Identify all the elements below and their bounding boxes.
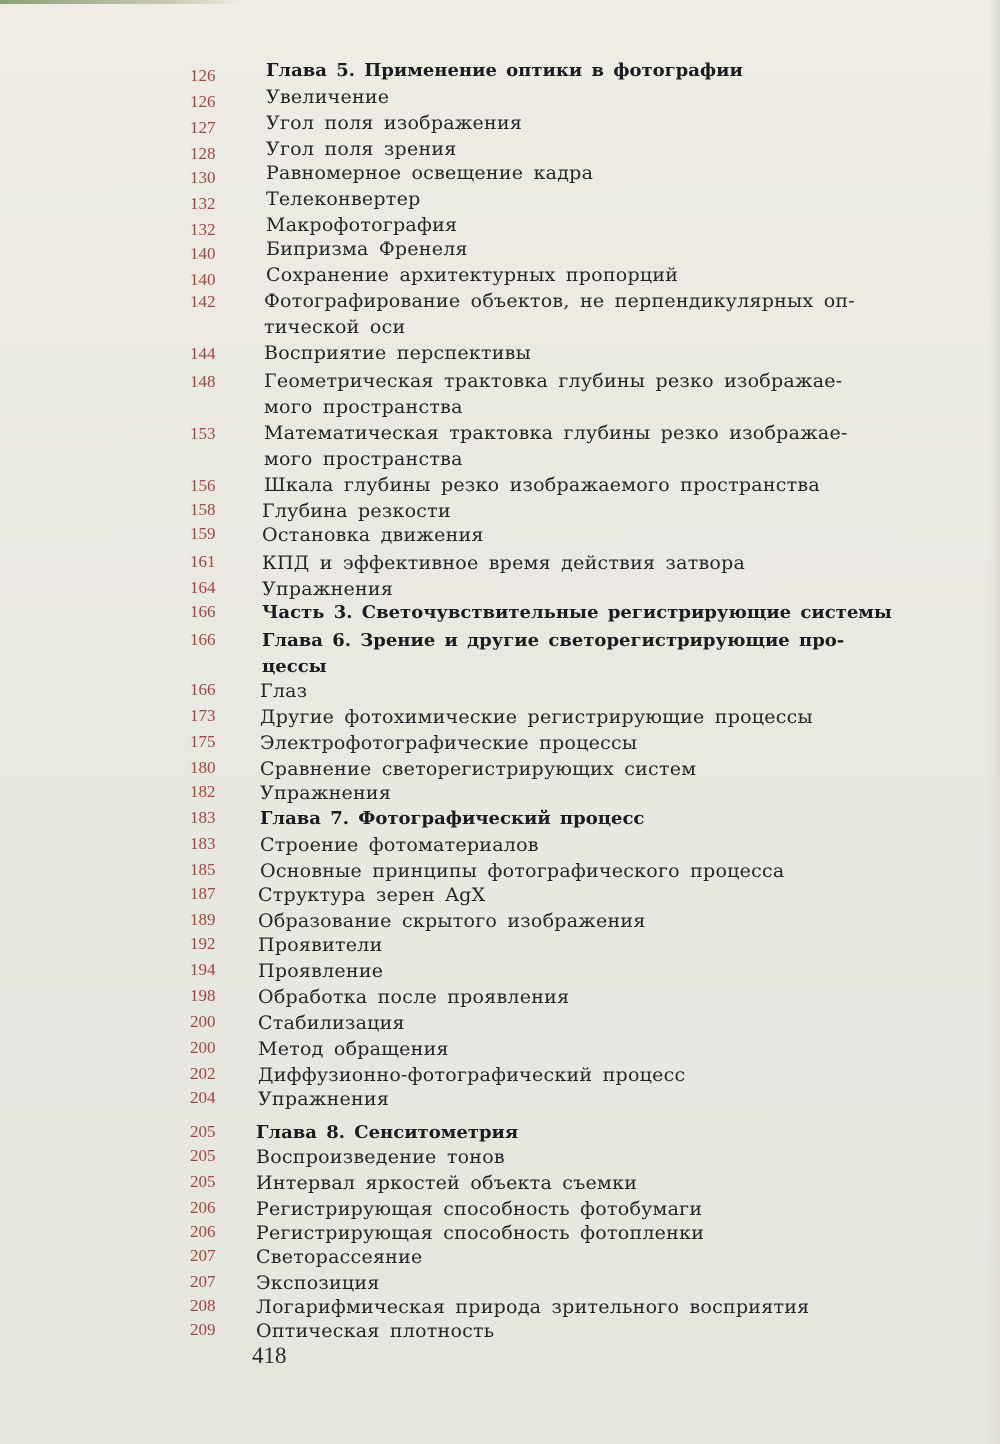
toc-page-number: 185 — [190, 860, 216, 879]
toc-entry-title — [266, 236, 876, 262]
toc-entry-title — [264, 288, 874, 340]
toc-page-number: 127 — [190, 118, 216, 137]
toc-title-line: Светорассеяние — [256, 1246, 423, 1268]
toc-entry-title — [260, 730, 870, 756]
toc-entry-row — [0, 1318, 1000, 1378]
toc-page-number: 192 — [190, 934, 216, 953]
toc-title-line: Основные принципы фотографического процесса — [260, 860, 785, 882]
toc-page-number: 148 — [190, 372, 216, 391]
toc-entry-title — [264, 340, 874, 366]
toc-title-line: Часть 3. Светочувствительные регистрирующие системы — [262, 602, 892, 623]
toc-entry-title — [262, 498, 872, 524]
toc-page-number: 187 — [190, 884, 216, 903]
toc-title-line: Образование скрытого изображения — [258, 910, 646, 932]
toc-title-line: Электрофотографические процессы — [260, 732, 638, 754]
toc-page-number: 164 — [190, 578, 216, 597]
toc-page-number: 182 — [190, 782, 216, 801]
toc-entry-title — [260, 780, 870, 806]
toc-page-number: 126 — [190, 92, 216, 111]
toc-title-line: Интервал яркостей объекта съемки — [256, 1172, 638, 1194]
toc-page-number: 161 — [190, 552, 216, 571]
toc-entry-title — [258, 908, 868, 934]
toc-title-line: Глава 8. Сенситометрия — [256, 1122, 519, 1143]
toc-title-line: Оптическая плотность — [256, 1320, 495, 1342]
toc-entry-row — [0, 420, 1000, 480]
toc-title-line: Строение фотоматериалов — [260, 834, 539, 856]
toc-page-number: 183 — [190, 834, 216, 853]
toc-entry-title — [260, 704, 870, 730]
toc-entry-title — [258, 984, 868, 1010]
toc-page-number: 205 — [190, 1146, 216, 1165]
toc-entry-title — [266, 186, 876, 212]
toc-title-line: Регистрирующая способность фотобумаги — [256, 1198, 703, 1220]
toc-page-number: 159 — [190, 524, 216, 543]
toc-title-line: Макрофотография — [266, 214, 458, 236]
toc-entry-title — [258, 882, 868, 908]
toc-page-number: 202 — [190, 1064, 216, 1083]
toc-entry-title — [260, 832, 870, 858]
toc-page-number: 140 — [190, 244, 216, 263]
toc-entry-title — [260, 678, 870, 704]
toc-page-number: 128 — [190, 144, 216, 163]
toc-page-number: 206 — [190, 1222, 216, 1241]
toc-page-number: 200 — [190, 1012, 216, 1031]
toc-title-line: Метод обращения — [258, 1038, 449, 1060]
toc-entry-row — [0, 368, 1000, 428]
toc-page-number: 180 — [190, 758, 216, 777]
toc-title-line: Глубина резкости — [262, 500, 451, 522]
toc-title-line: мого пространства — [264, 396, 463, 418]
toc-entry-title — [256, 1318, 866, 1344]
toc-entry-title — [256, 1270, 866, 1296]
toc-title-line: Логарифмическая природа зрительного восприятия — [256, 1296, 810, 1318]
toc-title-line: Глава 7. Фотографический процесс — [260, 808, 645, 829]
toc-title-line: Экспозиция — [256, 1272, 380, 1294]
toc-entry-title — [256, 1170, 866, 1196]
toc-page-number: 204 — [190, 1088, 216, 1107]
toc-entry-title — [262, 576, 872, 602]
toc-title-line: Остановка движения — [262, 524, 484, 546]
page-number: 418 — [252, 1343, 287, 1368]
toc-title-line: Упражнения — [260, 782, 392, 804]
toc-entry-title — [264, 368, 874, 420]
toc-entry-title — [258, 1086, 868, 1112]
toc-title-line: Регистрирующая способность фотопленки — [256, 1222, 705, 1244]
toc-title-line: Проявление — [258, 960, 384, 982]
toc-entry-row — [0, 288, 1000, 348]
toc-entry-title — [266, 136, 876, 162]
toc-entry-title — [266, 160, 876, 186]
toc-title-line: Проявители — [258, 934, 383, 956]
toc-entry-title — [266, 84, 876, 110]
toc-entry-title — [262, 522, 872, 548]
toc-title-line: Бипризма Френеля — [266, 238, 468, 260]
toc-title-line: Глава 5. Применение оптики в фотографии — [266, 60, 743, 81]
toc-page-number: 183 — [190, 808, 216, 827]
toc-page-number: 156 — [190, 476, 216, 495]
toc-page-number: 194 — [190, 960, 216, 979]
toc-entry-title — [264, 472, 874, 498]
toc-page-number: 158 — [190, 500, 216, 519]
toc-page-number: 142 — [190, 292, 216, 311]
toc-entry-title — [266, 212, 876, 238]
toc-title-line: Диффузионно-фотографический процесс — [258, 1064, 686, 1086]
toc-title-line: Шкала глубины резко изображаемого пространства — [264, 474, 820, 496]
toc-entry-title — [258, 1010, 868, 1036]
toc-page-number: 208 — [190, 1296, 216, 1315]
toc-entry-title — [258, 1062, 868, 1088]
toc-page-number: 207 — [190, 1272, 216, 1291]
toc-entry-title — [262, 550, 872, 576]
toc-page-number: 132 — [190, 220, 216, 239]
toc-heading-title — [266, 58, 876, 84]
toc-page-number: 189 — [190, 910, 216, 929]
toc-page-number: 198 — [190, 986, 216, 1005]
toc-entry-title — [264, 420, 874, 472]
toc-page-number: 140 — [190, 270, 216, 289]
toc-page-number: 153 — [190, 424, 216, 443]
toc-entry-title — [258, 1036, 868, 1062]
toc-entry-title — [258, 932, 868, 958]
toc-page-number: 166 — [190, 602, 216, 621]
toc-heading-title — [262, 628, 872, 680]
toc-entry-title — [266, 262, 876, 288]
toc-title-line: Воспроизведение тонов — [256, 1146, 505, 1168]
toc-title-line: Обработка после проявления — [258, 986, 570, 1008]
toc-entry-title — [256, 1144, 866, 1170]
toc-heading-title — [262, 600, 892, 626]
toc-title-line: тической оси — [264, 316, 406, 338]
toc-page-number: 132 — [190, 194, 216, 213]
toc-page-number: 173 — [190, 706, 216, 725]
toc-entry-title — [256, 1220, 866, 1246]
toc-page-number: 144 — [190, 344, 216, 363]
toc-title-line: Другие фотохимические регистрирующие процессы — [260, 706, 813, 728]
toc-page-number: 166 — [190, 630, 216, 649]
toc-title-line: Угол поля изображения — [266, 112, 523, 134]
toc-title-line: Фотографирование объектов, не перпендикулярных оп- — [264, 290, 855, 312]
toc-title-line: Восприятие перспективы — [264, 342, 531, 364]
toc-page-number: 200 — [190, 1038, 216, 1057]
toc-title-line: цессы — [262, 656, 327, 677]
toc-heading-title — [256, 1120, 866, 1146]
toc-page-number: 209 — [190, 1320, 216, 1339]
toc-title-line: Сравнение светорегистрирующих систем — [260, 758, 697, 780]
toc-page-number: 205 — [190, 1122, 216, 1141]
toc-title-line: Глава 6. Зрение и другие светорегистрирующие про- — [262, 630, 845, 651]
toc-page-number: 205 — [190, 1172, 216, 1191]
toc-page-number: 130 — [190, 168, 216, 187]
toc-heading-title — [260, 806, 870, 832]
toc-title-line: КПД и эффективное время действия затвора — [262, 552, 746, 574]
toc-page-number: 175 — [190, 732, 216, 751]
toc-page-number: 126 — [190, 66, 216, 85]
toc-entry-title — [260, 858, 870, 884]
toc-title-line: Глаз — [260, 680, 308, 702]
toc-title-line: Геометрическая трактовка глубины резко изображае- — [264, 370, 843, 392]
toc-page-number: 206 — [190, 1198, 216, 1217]
toc-entry-title — [256, 1244, 866, 1270]
toc-entry-title — [256, 1196, 866, 1222]
toc-title-line: Телеконвертер — [266, 188, 421, 210]
toc-title-line: Равномерное освещение кадра — [266, 162, 594, 184]
toc-title-line: Угол поля зрения — [266, 138, 457, 160]
toc-page-number: 207 — [190, 1246, 216, 1265]
toc-title-line: Структура зерен AgX — [258, 884, 486, 906]
toc-title-line: Сохранение архитектурных пропорций — [266, 264, 679, 286]
toc-entry-title — [260, 756, 870, 782]
toc-title-line: Упражнения — [262, 578, 394, 600]
toc-title-line: Увеличение — [266, 86, 390, 108]
toc-title-line: Стабилизация — [258, 1012, 405, 1034]
toc-title-line: Упражнения — [258, 1088, 390, 1110]
toc-entry-title — [266, 110, 876, 136]
toc-entry-title — [256, 1294, 866, 1320]
toc-page-number: 166 — [190, 680, 216, 699]
toc-entry-title — [258, 958, 868, 984]
toc-title-line: Математическая трактовка глубины резко изображае- — [264, 422, 848, 444]
toc-title-line: мого пространства — [264, 448, 463, 470]
